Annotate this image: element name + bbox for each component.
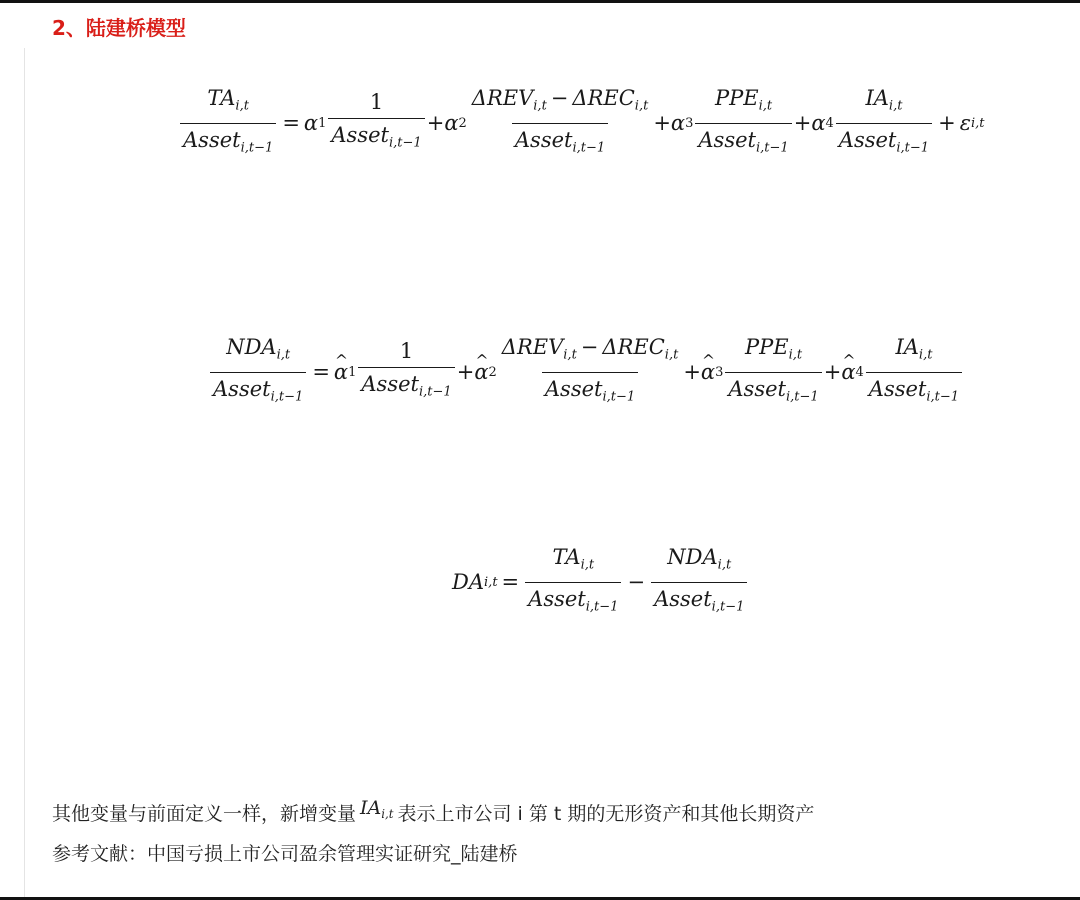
top-border: [0, 0, 1080, 3]
inline-variable-ia: $IA_{i,t}$: [360, 797, 394, 822]
reference-text: 参考文献：中国亏损上市公司盈余管理实证研究_陆建桥: [52, 843, 518, 865]
equation-discretionary-accruals: DA i,t = $\frac{TA_{i,t}}{Asset_{i,t-1}}$ − $\frac{NDA_{i,t}}{Asset_{i,t-1}}$: [452, 543, 749, 621]
eq1-term3-fraction: $\frac{PPE_{i,t}}{Asset_{i,t-1}}$: [695, 84, 791, 162]
eq1-lhs-fraction: $\frac{TA_{i,t}}{Asset_{i,t-1}}$: [180, 84, 276, 162]
variable-note: 其他变量与前面定义一样，新增变量 $IA_{i,t}$ 表示上市公司 i 第 t 期的无形资产和其他长期资产: [52, 797, 815, 825]
eq2-term2-fraction: $\frac{\Delta REV_{i,t} - \Delta REC_{i,t}}{Asset_{i,t-1}}$: [499, 333, 682, 411]
equation-total-accruals: $\frac{TA_{i,t}}{Asset_{i,t-1}}$ = α 1 $\frac{1}{Asset_{i,t-1}}$ + α 2 $\frac{\Delta REV_{i,t} - \Delta REC_{i,t}}{Asset_{i,t-1}}$ + α 3 $\frac{PPE_{i,t}}{Asset_{i,t-1}}$ + α 4 $\frac{IA_{i,t}}{Asset_{i,t-1}}$ + ε i,t: [178, 84, 985, 162]
eq1-term1-fraction: $\frac{1}{Asset_{i,t-1}}$: [328, 88, 424, 158]
left-rule: [24, 48, 25, 898]
eq1-term2-fraction: $\frac{\Delta REV_{i,t} - \Delta REC_{i,t}}{Asset_{i,t-1}}$: [469, 84, 652, 162]
eq3-nda-fraction: $\frac{NDA_{i,t}}{Asset_{i,t-1}}$: [651, 543, 747, 621]
eq2-term1-fraction: $\frac{1}{Asset_{i,t-1}}$: [358, 337, 454, 407]
eq1-term4-fraction: $\frac{IA_{i,t}}{Asset_{i,t-1}}$: [836, 84, 932, 162]
eq2-lhs-fraction: $\frac{NDA_{i,t}}{Asset_{i,t-1}}$: [210, 333, 306, 411]
eq2-term4-fraction: $\frac{IA_{i,t}}{Asset_{i,t-1}}$: [866, 333, 962, 411]
equation-nondiscretionary-accruals: $\frac{NDA_{i,t}}{Asset_{i,t-1}}$ = ^ α 1 $\frac{1}{Asset_{i,t-1}}$ + ^ α 2 $\frac{\Delta REV_{i,t} - \Delta REC_{i,t}}{Asset_{i,t-1}}$ + ^ α 3 $\frac{PPE_{i,t}}{Asset_{i,t-1}}$ + ^ α 4 $\frac{IA_{i,t}}{Asset_{i,t-1}}$: [208, 333, 964, 411]
eq3-ta-fraction: $\frac{TA_{i,t}}{Asset_{i,t-1}}$: [525, 543, 621, 621]
section-heading: 2、陆建桥模型: [52, 16, 186, 40]
eq2-term3-fraction: $\frac{PPE_{i,t}}{Asset_{i,t-1}}$: [725, 333, 821, 411]
